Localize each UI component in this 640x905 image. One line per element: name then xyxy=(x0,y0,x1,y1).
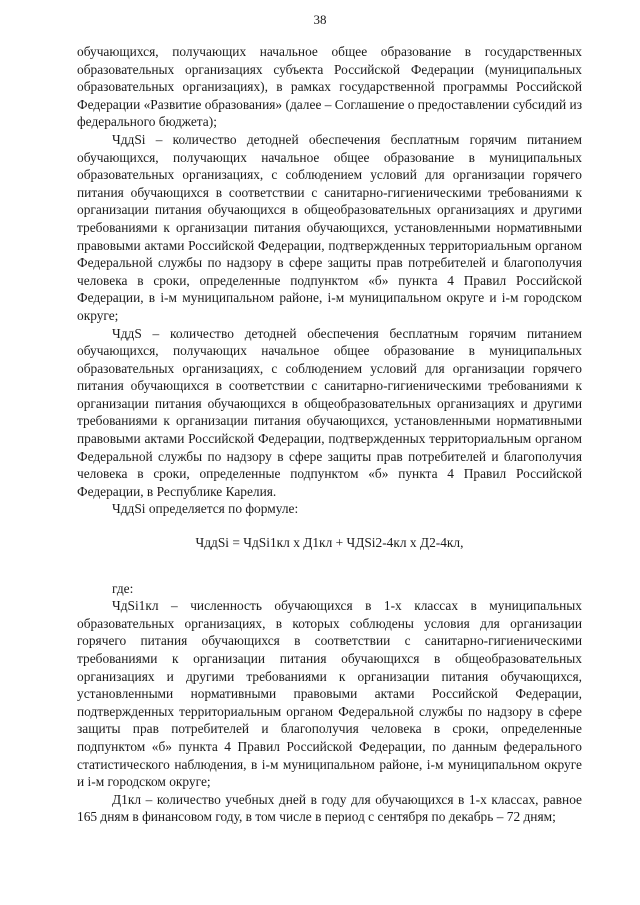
paragraph-continuation: обучающихся, получающих начальное общее образование в государственных образовательных организациях субъекта Российской Федерации (муниципальных образовательных организациях), в рамках государственной программы Российской Федерации «Развитие образования» (далее – Соглашение о предоставлении субсидий из федерального бюджета); xyxy=(77,44,582,130)
formula: ЧддSi = ЧдSi1кл x Д1кл + ЧДSi2-4кл x Д2-4кл, xyxy=(195,535,464,551)
paragraph-chdd-si-definition: ЧддSi – количество детодней обеспечения бесплатным горячим питанием обучающихся, получающих начальное общее образование в муниципальных образовательных организациях, с соблюдением условий для организации горячего питания обучающихся в соответствии с санитарно-гигиеническими требованиями к организации питания обучающихся в общеобразовательных организациях и другими требованиями к организации питания обучающихся, установленными нормативными правовыми актами Российской Федерации, подтвержденных территориальным органом Федеральной службы по надзору в сфере защиты прав потребителей и благополучия человека в сроки, определенные подпунктом «б» пункта 4 Правил Российской Федерации, в i-м муниципальном районе, i-м муниципальном округе и i-м городском округе; xyxy=(77,131,582,323)
paragraph-d1kl-definition: Д1кл – количество учебных дней в году для обучающихся в 1-х классах, равное 165 дням в финансовом году, в том числе в период с сентября по декабрь – 72 дням; xyxy=(77,791,582,825)
paragraph-chdd-s-definition: ЧддS – количество детодней обеспечения бесплатным горячим питанием обучающихся, получающих начальное общее образование в муниципальных образовательных организациях, с соблюдением условий для организации горячего питания обучающихся в соответствии с санитарно-гигиеническими требованиями к организации питания обучающихся в общеобразовательных организациях и другими требованиями к организации питания обучающихся, установленными нормативными правовыми актами Российской Федерации, подтвержденных территориальным органом Федеральной службы по надзору в сфере защиты прав потребителей и благополучия человека в сроки, определенные подпунктом «б» пункта 4 Правил Российской Федерации, в Республике Карелия. xyxy=(77,325,582,499)
paragraph-where: где: xyxy=(112,580,134,596)
paragraph-chd-si1kl-definition: ЧдSi1кл – численность обучающихся в 1-х классах в муниципальных образовательных организациях, в которых соблюдены условия для организации горячего питания обучающихся в соответствии с санитарно-гигиеническими требованиями к организации питания обучающихся в общеобразовательных организациях и другими требованиями к организации питания обучающихся, установленными нормативными правовыми актами Российской Федерации, подтвержденных территориальным органом Федеральной службы по надзору в сфере защиты прав потребителей и благополучия человека в сроки, определенные подпунктом «б» пункта 4 Правил Российской Федерации, по данным федерального статистического наблюдения, в i-м муниципальном районе, i-м муниципальном округе и i-м городском округе; xyxy=(77,598,582,790)
paragraph-formula-intro: ЧддSi определяется по формуле: xyxy=(112,501,299,517)
page-number: 38 xyxy=(313,12,327,27)
document-body xyxy=(77,43,582,826)
